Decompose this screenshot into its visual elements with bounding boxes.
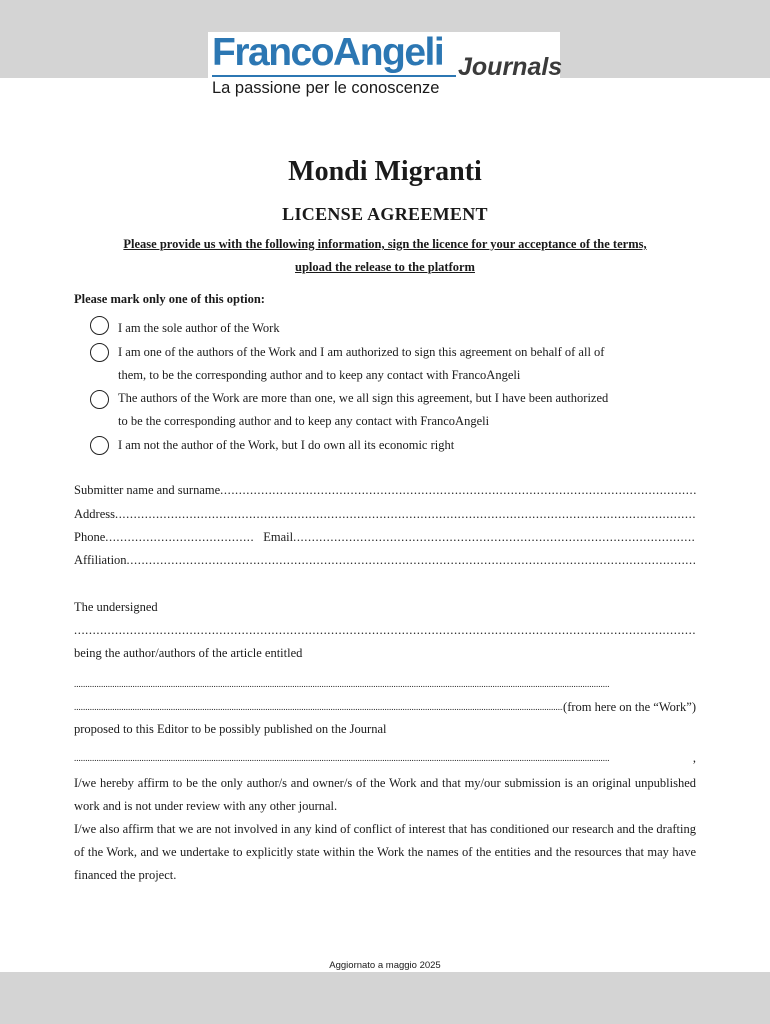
option-not-author-radio[interactable] — [90, 436, 109, 455]
undersigned-dots — [74, 621, 696, 639]
logo-rule — [212, 75, 456, 77]
email-dots — [293, 528, 696, 546]
option-sole-author-radio[interactable] — [90, 316, 109, 335]
article-label: being the author/authors of the article entitled — [74, 646, 303, 660]
submitter-name-field[interactable] — [74, 481, 696, 499]
affiliation-field[interactable] — [74, 551, 696, 569]
article-title-dots-1 — [74, 675, 696, 693]
undersigned-field[interactable] — [74, 621, 696, 639]
address-field[interactable] — [74, 505, 696, 523]
option-prompt: Please mark only one of this option: — [74, 292, 265, 306]
option-multiple-authors-label: The authors of the Work are more than one, we all sign this agreement, but I have been authorized — [118, 391, 609, 405]
email-label: Email — [263, 530, 294, 544]
publisher-logo — [208, 31, 563, 98]
journal-dots — [74, 749, 693, 767]
affirm-paragraph: I/we hereby affirm to be the only author/s and owner/s of the Work and that my/our submission is an original unpublished work and is not under review with any other journal. — [74, 776, 696, 813]
updated-note: Aggiornato a maggio 2025 — [329, 960, 441, 971]
affiliation-dots — [127, 551, 696, 569]
phone-label: Phone — [74, 530, 106, 544]
journal-title: Mondi Migranti — [288, 156, 482, 187]
journal-field[interactable] — [74, 749, 696, 767]
option-multiple-authors-label-2: to be the corresponding author and to keep any contact with FrancoAngeli — [118, 414, 490, 428]
option-multiple-authors-radio[interactable] — [90, 390, 109, 409]
article-title-field-2[interactable] — [74, 698, 696, 716]
logo-tagline: La passione per le conoscenze — [212, 79, 440, 97]
undersigned-label: The undersigned — [74, 600, 158, 614]
affiliation-label: Affiliation — [74, 553, 127, 567]
logo-journals: Journals — [458, 53, 563, 81]
article-title-dots-2 — [74, 698, 563, 716]
conflict-paragraph: I/we also affirm that we are not involved in any kind of conflict of interest that has conditioned our research and the drafting of the Work, and we undertake to explicitly state within the Work the names of the entities and the resources that may have financed the project. — [74, 822, 696, 882]
option-sole-author-label: I am the sole author of the Work — [118, 321, 280, 335]
proposed-label: proposed to this Editor to be possibly published on the Journal — [74, 722, 387, 736]
submitter-name-label: Submitter name and surname — [74, 483, 221, 497]
option-one-of-authors-radio[interactable] — [90, 343, 109, 362]
instruction-line-1: Please provide us with the following information, sign the licence for your acceptance of the terms, — [123, 237, 647, 251]
option-one-of-authors-label: I am one of the authors of the Work and I am authorized to sign this agreement on behalf of all of — [118, 345, 605, 359]
article-title-field-1[interactable] — [74, 675, 696, 693]
option-not-author-label: I am not the author of the Work, but I do own all its economic right — [118, 438, 455, 452]
logo-wordmark: FrancoAngeli — [212, 31, 444, 74]
instruction-line-2: upload the release to the platform — [295, 260, 475, 274]
from-here-label: (from here on the “Work”) — [563, 700, 696, 714]
option-one-of-authors-label-2: them, to be the corresponding author and to keep any contact with FrancoAngeli — [118, 368, 521, 382]
submitter-name-dots — [220, 481, 696, 499]
address-dots — [115, 505, 696, 523]
bottom-band — [0, 972, 770, 1024]
document-title: LICENSE AGREEMENT — [282, 204, 488, 224]
address-label: Address — [74, 507, 115, 521]
trailing-comma: , — [692, 751, 696, 765]
phone-dots — [105, 528, 255, 546]
phone-email-field[interactable] — [74, 528, 696, 546]
